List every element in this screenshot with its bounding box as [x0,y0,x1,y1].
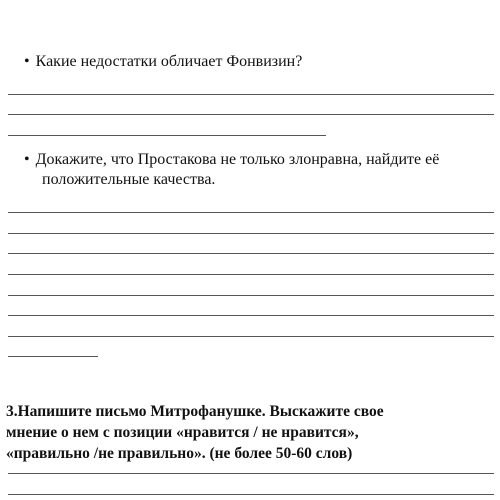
answer-line [8,253,494,254]
question-1 [24,52,302,72]
answer-line [8,356,98,357]
answer-line [8,473,494,474]
answer-line [8,212,494,213]
answer-line [8,94,494,95]
task-3-line-2: мнение о нем с позиции «нравится / не нравится», [6,424,359,441]
answer-line [8,274,494,275]
answer-line [8,135,326,136]
answer-line [8,336,494,337]
answer-line [8,114,494,115]
answer-line [8,315,494,316]
task-3 [6,401,446,464]
task-3-line-3: «правильно /не правильно». (не более 50-60 слов) [6,445,353,462]
bullet-icon: • [24,53,30,70]
task-3-line-1: 3.Напишите письмо Митрофанушке. Выскажите свое [6,403,384,420]
question-1-text: Какие недостатки обличает Фонвизин? [35,53,303,70]
bullet-icon: • [24,151,30,168]
question-2-text-line-2: положительные качества. [42,171,216,188]
answer-line [8,233,494,234]
question-2-text-line-1: Докажите, что Простакова не только злонравна, найдите её [35,151,440,168]
answer-line [8,494,494,495]
question-2 [24,150,494,190]
answer-line [8,295,494,296]
